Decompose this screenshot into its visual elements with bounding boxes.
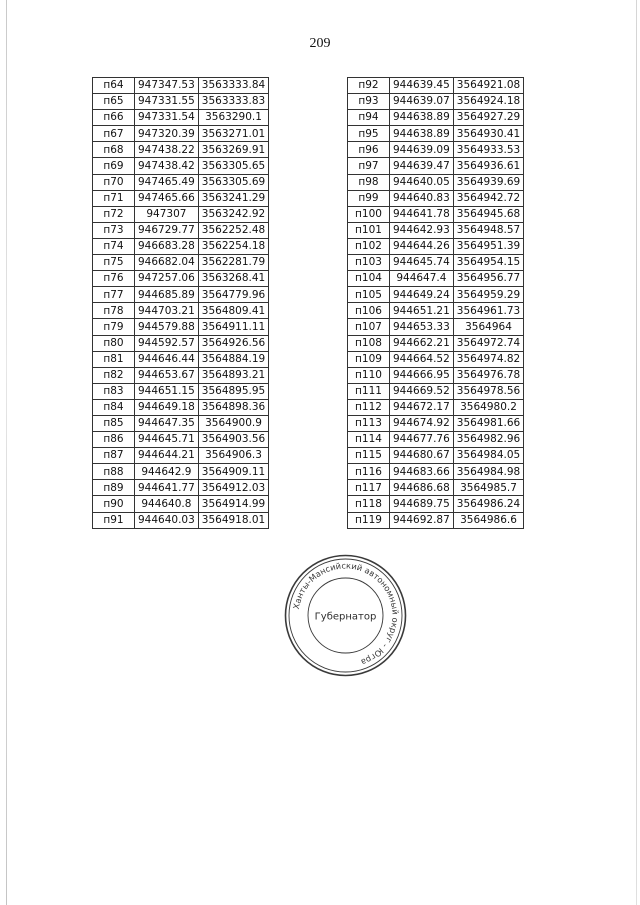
point-id-cell: п88 [93, 464, 135, 480]
x-coordinate-cell: 944642.93 [390, 222, 454, 238]
y-coordinate-cell: 3564884.19 [198, 351, 268, 367]
y-coordinate-cell: 3564779.96 [198, 287, 268, 303]
point-id-cell: п104 [348, 271, 390, 287]
x-coordinate-cell: 947438.22 [135, 142, 199, 158]
coordinates-table-right [347, 77, 524, 529]
y-coordinate-cell: 3564909.11 [198, 464, 268, 480]
y-coordinate-cell: 3564906.3 [198, 448, 268, 464]
table-row [93, 512, 269, 528]
point-id-cell: п94 [348, 110, 390, 126]
point-id-cell: п118 [348, 496, 390, 512]
x-coordinate-cell: 947331.55 [135, 94, 199, 110]
table-row [93, 383, 269, 399]
x-coordinate-cell: 947307 [135, 206, 199, 222]
table-row [348, 303, 524, 319]
table-row [348, 448, 524, 464]
seal-ring-text: Ханты-Мансийский автономный округ - Югра [290, 560, 401, 668]
point-id-cell: п97 [348, 158, 390, 174]
x-coordinate-cell: 944647.4 [390, 271, 454, 287]
point-id-cell: п103 [348, 255, 390, 271]
table-row [93, 351, 269, 367]
point-id-cell: п67 [93, 126, 135, 142]
point-id-cell: п115 [348, 448, 390, 464]
y-coordinate-cell: 3564984.05 [453, 448, 523, 464]
point-id-cell: п100 [348, 206, 390, 222]
x-coordinate-cell: 946729.77 [135, 222, 199, 238]
y-coordinate-cell: 3564912.03 [198, 480, 268, 496]
x-coordinate-cell: 944639.47 [390, 158, 454, 174]
x-coordinate-cell: 944644.26 [390, 238, 454, 254]
table-row [93, 158, 269, 174]
y-coordinate-cell: 3564964 [453, 319, 523, 335]
x-coordinate-cell: 944672.17 [390, 399, 454, 415]
point-id-cell: п78 [93, 303, 135, 319]
x-coordinate-cell: 944639.45 [390, 78, 454, 94]
x-coordinate-cell: 944642.9 [135, 464, 199, 480]
x-coordinate-cell: 944686.68 [390, 480, 454, 496]
table-row [348, 126, 524, 142]
y-coordinate-cell: 3563242.92 [198, 206, 268, 222]
x-coordinate-cell: 944641.77 [135, 480, 199, 496]
point-id-cell: п107 [348, 319, 390, 335]
y-coordinate-cell: 3564981.66 [453, 415, 523, 431]
x-coordinate-cell: 944651.21 [390, 303, 454, 319]
x-coordinate-cell: 944649.18 [135, 399, 199, 415]
table-row [93, 464, 269, 480]
point-id-cell: п106 [348, 303, 390, 319]
y-coordinate-cell: 3563333.83 [198, 94, 268, 110]
table-row [348, 496, 524, 512]
x-coordinate-cell: 944689.75 [390, 496, 454, 512]
table-row [348, 383, 524, 399]
x-coordinate-cell: 947438.42 [135, 158, 199, 174]
table-row [93, 78, 269, 94]
table-row [93, 448, 269, 464]
point-id-cell: п105 [348, 287, 390, 303]
point-id-cell: п69 [93, 158, 135, 174]
y-coordinate-cell: 3564961.73 [453, 303, 523, 319]
y-coordinate-cell: 3562281.79 [198, 255, 268, 271]
x-coordinate-cell: 947347.53 [135, 78, 199, 94]
x-coordinate-cell: 946683.28 [135, 238, 199, 254]
point-id-cell: п81 [93, 351, 135, 367]
y-coordinate-cell: 3564986.6 [453, 512, 523, 528]
point-id-cell: п76 [93, 271, 135, 287]
table-row [348, 271, 524, 287]
point-id-cell: п85 [93, 415, 135, 431]
y-coordinate-cell: 3564911.11 [198, 319, 268, 335]
y-coordinate-cell: 3564984.98 [453, 464, 523, 480]
point-id-cell: п65 [93, 94, 135, 110]
y-coordinate-cell: 3564933.53 [453, 142, 523, 158]
point-id-cell: п87 [93, 448, 135, 464]
seal-center-text: Губернатор [314, 611, 377, 623]
x-coordinate-cell: 944579.88 [135, 319, 199, 335]
x-coordinate-cell: 944653.67 [135, 367, 199, 383]
x-coordinate-cell: 944640.8 [135, 496, 199, 512]
point-id-cell: п77 [93, 287, 135, 303]
table-row [348, 158, 524, 174]
table-row [348, 222, 524, 238]
x-coordinate-cell: 944666.95 [390, 367, 454, 383]
table-row [348, 464, 524, 480]
table-row [348, 351, 524, 367]
x-coordinate-cell: 944674.92 [390, 415, 454, 431]
table-row [348, 238, 524, 254]
x-coordinate-cell: 947465.49 [135, 174, 199, 190]
point-id-cell: п64 [93, 78, 135, 94]
point-id-cell: п99 [348, 190, 390, 206]
y-coordinate-cell: 3564972.74 [453, 335, 523, 351]
table-row [93, 367, 269, 383]
point-id-cell: п114 [348, 432, 390, 448]
x-coordinate-cell: 944703.21 [135, 303, 199, 319]
x-coordinate-cell: 944651.15 [135, 383, 199, 399]
table-row [93, 126, 269, 142]
table-row [348, 415, 524, 431]
y-coordinate-cell: 3563268.41 [198, 271, 268, 287]
point-id-cell: п84 [93, 399, 135, 415]
scan-edge-right [636, 0, 637, 905]
point-id-cell: п79 [93, 319, 135, 335]
point-id-cell: п73 [93, 222, 135, 238]
y-coordinate-cell: 3564959.29 [453, 287, 523, 303]
point-id-cell: п109 [348, 351, 390, 367]
y-coordinate-cell: 3564900.9 [198, 415, 268, 431]
y-coordinate-cell: 3563290.1 [198, 110, 268, 126]
y-coordinate-cell: 3563241.29 [198, 190, 268, 206]
y-coordinate-cell: 3564914.99 [198, 496, 268, 512]
y-coordinate-cell: 3564978.56 [453, 383, 523, 399]
x-coordinate-cell: 944639.07 [390, 94, 454, 110]
x-coordinate-cell: 944645.71 [135, 432, 199, 448]
table-row [348, 174, 524, 190]
y-coordinate-cell: 3564926.56 [198, 335, 268, 351]
x-coordinate-cell: 944669.52 [390, 383, 454, 399]
point-id-cell: п112 [348, 399, 390, 415]
point-id-cell: п90 [93, 496, 135, 512]
y-coordinate-cell: 3564986.24 [453, 496, 523, 512]
point-id-cell: п80 [93, 335, 135, 351]
x-coordinate-cell: 944653.33 [390, 319, 454, 335]
x-coordinate-cell: 944662.21 [390, 335, 454, 351]
y-coordinate-cell: 3564956.77 [453, 271, 523, 287]
y-coordinate-cell: 3564948.57 [453, 222, 523, 238]
y-coordinate-cell: 3563269.91 [198, 142, 268, 158]
point-id-cell: п70 [93, 174, 135, 190]
x-coordinate-cell: 944592.57 [135, 335, 199, 351]
table-row [348, 287, 524, 303]
y-coordinate-cell: 3564903.56 [198, 432, 268, 448]
point-id-cell: п66 [93, 110, 135, 126]
y-coordinate-cell: 3564924.18 [453, 94, 523, 110]
x-coordinate-cell: 944685.89 [135, 287, 199, 303]
y-coordinate-cell: 3563271.01 [198, 126, 268, 142]
x-coordinate-cell: 947465.66 [135, 190, 199, 206]
point-id-cell: п95 [348, 126, 390, 142]
x-coordinate-cell: 944647.35 [135, 415, 199, 431]
point-id-cell: п72 [93, 206, 135, 222]
y-coordinate-cell: 3562252.48 [198, 222, 268, 238]
x-coordinate-cell: 944638.89 [390, 110, 454, 126]
point-id-cell: п89 [93, 480, 135, 496]
y-coordinate-cell: 3564930.41 [453, 126, 523, 142]
y-coordinate-cell: 3564921.08 [453, 78, 523, 94]
point-id-cell: п75 [93, 255, 135, 271]
point-id-cell: п117 [348, 480, 390, 496]
point-id-cell: п111 [348, 383, 390, 399]
table-row [93, 319, 269, 335]
point-id-cell: п74 [93, 238, 135, 254]
x-coordinate-cell: 944692.87 [390, 512, 454, 528]
table-row [93, 190, 269, 206]
x-coordinate-cell: 944640.83 [390, 190, 454, 206]
table-row [93, 174, 269, 190]
y-coordinate-cell: 3564918.01 [198, 512, 268, 528]
point-id-cell: п68 [93, 142, 135, 158]
governor-seal [283, 553, 408, 678]
x-coordinate-cell: 944683.66 [390, 464, 454, 480]
y-coordinate-cell: 3564895.95 [198, 383, 268, 399]
point-id-cell: п113 [348, 415, 390, 431]
x-coordinate-cell: 944644.21 [135, 448, 199, 464]
y-coordinate-cell: 3564945.68 [453, 206, 523, 222]
x-coordinate-cell: 944640.05 [390, 174, 454, 190]
table-row [348, 255, 524, 271]
table-row [93, 496, 269, 512]
table-row [348, 78, 524, 94]
table-row [93, 222, 269, 238]
table-row [348, 367, 524, 383]
point-id-cell: п102 [348, 238, 390, 254]
x-coordinate-cell: 944638.89 [390, 126, 454, 142]
x-coordinate-cell: 944645.74 [390, 255, 454, 271]
table-row [348, 190, 524, 206]
x-coordinate-cell: 944641.78 [390, 206, 454, 222]
seal-graphic [283, 553, 408, 678]
y-coordinate-cell: 3564985.7 [453, 480, 523, 496]
x-coordinate-cell: 944640.03 [135, 512, 199, 528]
y-coordinate-cell: 3564954.15 [453, 255, 523, 271]
y-coordinate-cell: 3564939.69 [453, 174, 523, 190]
table-row [348, 335, 524, 351]
y-coordinate-cell: 3562254.18 [198, 238, 268, 254]
point-id-cell: п110 [348, 367, 390, 383]
table-row [93, 271, 269, 287]
table-row [93, 255, 269, 271]
table-row [93, 94, 269, 110]
point-id-cell: п116 [348, 464, 390, 480]
x-coordinate-cell: 944649.24 [390, 287, 454, 303]
table-row [348, 399, 524, 415]
point-id-cell: п96 [348, 142, 390, 158]
scan-edge-left [6, 0, 7, 905]
y-coordinate-cell: 3563305.69 [198, 174, 268, 190]
y-coordinate-cell: 3564980.2 [453, 399, 523, 415]
point-id-cell: п93 [348, 94, 390, 110]
table-row [348, 480, 524, 496]
table-row [348, 206, 524, 222]
y-coordinate-cell: 3563305.65 [198, 158, 268, 174]
point-id-cell: п98 [348, 174, 390, 190]
table-row [93, 399, 269, 415]
table-row [93, 238, 269, 254]
y-coordinate-cell: 3564927.29 [453, 110, 523, 126]
table-row [348, 110, 524, 126]
table-row [348, 319, 524, 335]
table-row [93, 432, 269, 448]
table-row [93, 303, 269, 319]
y-coordinate-cell: 3564893.21 [198, 367, 268, 383]
table-row [348, 512, 524, 528]
x-coordinate-cell: 944664.52 [390, 351, 454, 367]
y-coordinate-cell: 3563333.84 [198, 78, 268, 94]
table-row [348, 432, 524, 448]
point-id-cell: п101 [348, 222, 390, 238]
y-coordinate-cell: 3564974.82 [453, 351, 523, 367]
x-coordinate-cell: 946682.04 [135, 255, 199, 271]
table-row [93, 206, 269, 222]
point-id-cell: п119 [348, 512, 390, 528]
y-coordinate-cell: 3564976.78 [453, 367, 523, 383]
point-id-cell: п92 [348, 78, 390, 94]
x-coordinate-cell: 944677.76 [390, 432, 454, 448]
y-coordinate-cell: 3564936.61 [453, 158, 523, 174]
table-row [93, 415, 269, 431]
x-coordinate-cell: 947257.06 [135, 271, 199, 287]
point-id-cell: п82 [93, 367, 135, 383]
table-row [93, 142, 269, 158]
table-row [93, 335, 269, 351]
y-coordinate-cell: 3564951.39 [453, 238, 523, 254]
point-id-cell: п71 [93, 190, 135, 206]
table-row [348, 94, 524, 110]
y-coordinate-cell: 3564898.36 [198, 399, 268, 415]
page-number: 209 [309, 36, 331, 51]
point-id-cell: п108 [348, 335, 390, 351]
table-row [93, 110, 269, 126]
point-id-cell: п91 [93, 512, 135, 528]
y-coordinate-cell: 3564942.72 [453, 190, 523, 206]
x-coordinate-cell: 944680.67 [390, 448, 454, 464]
point-id-cell: п83 [93, 383, 135, 399]
table-row [93, 287, 269, 303]
point-id-cell: п86 [93, 432, 135, 448]
x-coordinate-cell: 947331.54 [135, 110, 199, 126]
x-coordinate-cell: 944646.44 [135, 351, 199, 367]
table-row [348, 142, 524, 158]
x-coordinate-cell: 947320.39 [135, 126, 199, 142]
y-coordinate-cell: 3564982.96 [453, 432, 523, 448]
coordinates-table-left [92, 77, 269, 529]
table-row [93, 480, 269, 496]
x-coordinate-cell: 944639.09 [390, 142, 454, 158]
y-coordinate-cell: 3564809.41 [198, 303, 268, 319]
